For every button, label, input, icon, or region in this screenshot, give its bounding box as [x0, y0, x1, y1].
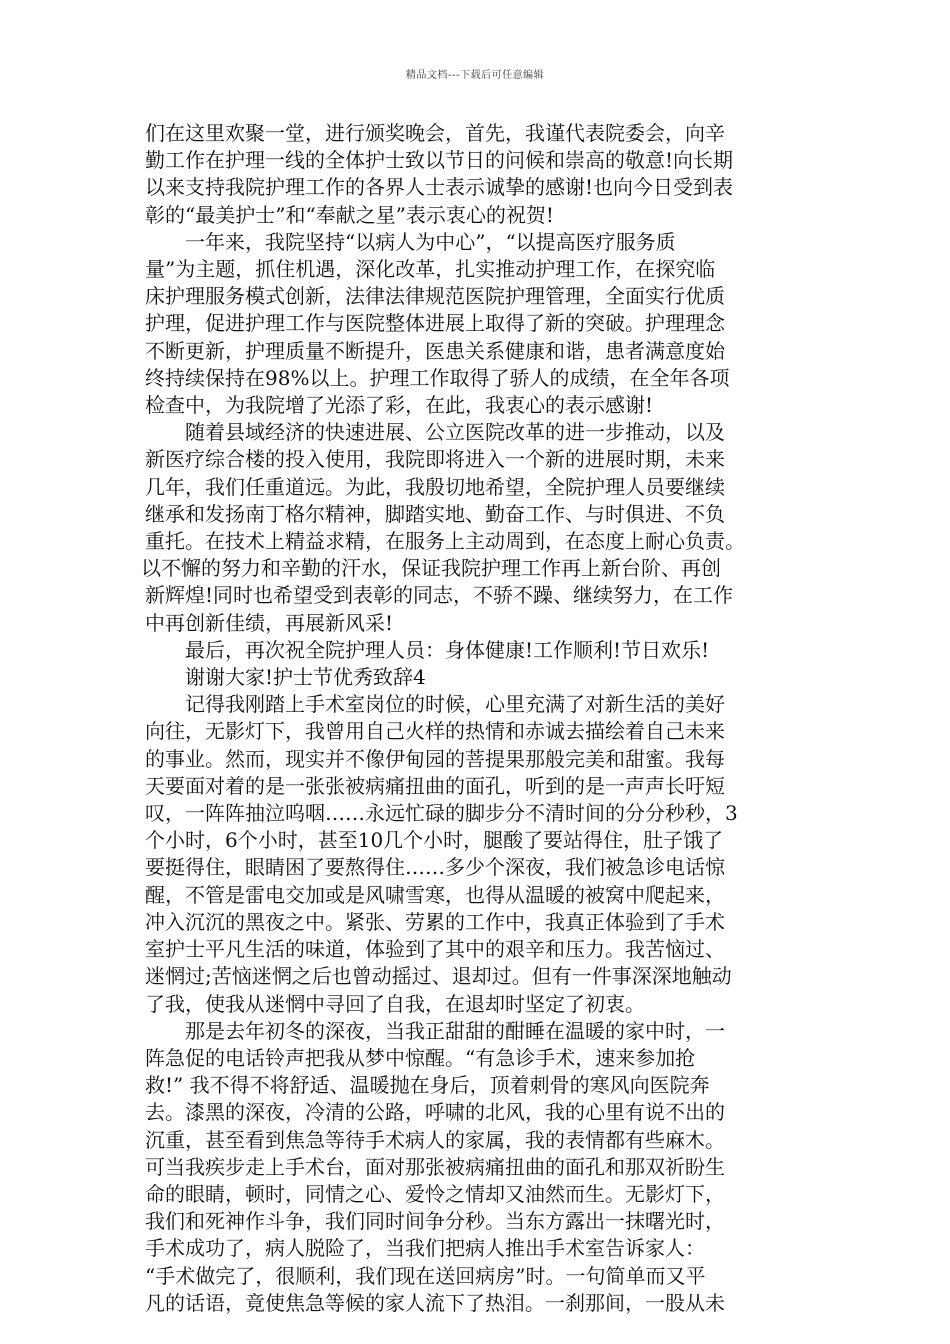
text-line: 新医疗综合楼的投入使用，我院即将进入一个新的进展时期，未来 — [145, 447, 725, 472]
text-line: 几年，我们任重道远。为此，我殷切地希望，全院护理人员要继续 — [145, 474, 725, 499]
text-line: 要挺得住，眼睛困了要熬得住……多少个深夜，我们被急诊电话惊 — [145, 855, 725, 880]
document-body — [141, 120, 821, 1317]
text-line: 天要面对着的是一张张被病痛扭曲的面孔，听到的是一声声长吁短 — [145, 773, 725, 798]
paragraph-start-line: 随着县域经济的快速进展、公立医院改革的进一步推动，以及 — [185, 420, 725, 445]
text-line: 彰的“最美护士”和“奉献之星”表示衷心的祝贺! — [145, 202, 554, 227]
text-line: 不断更新，护理质量不断提升，医患关系健康和谐，患者满意度始 — [145, 338, 725, 363]
text-line: 的事业。然而，现实并不像伊甸园的菩提果那般完美和甜蜜。我每 — [145, 746, 725, 771]
text-line: 量”为主题，抓住机遇，深化改革，扎实推动护理工作，在探究临 — [145, 257, 716, 282]
paragraph-start-line: 那是去年初冬的深夜，当我正甜甜的酣睡在温暖的家中时，一 — [185, 1018, 725, 1043]
text-line: 了我，使我从迷惘中寻回了自我，在退却时坚定了初衷。 — [145, 991, 645, 1016]
text-line: 终持续保持在98%以上。护理工作取得了骄人的成绩，在全年各项 — [145, 365, 730, 390]
text-line: 以不懈的努力和辛勤的汗水，保证我院护理工作再上新台阶、再创 — [141, 556, 721, 581]
text-line: 阵急促的电话铃声把我从梦中惊醒。“有急诊手术，速来参加抢 — [145, 1045, 696, 1070]
text-line: 去。漆黑的深夜，冷清的公路，呼啸的北风，我的心里有说不出的 — [145, 1100, 725, 1125]
text-line: 醒，不管是雷电交加或是风啸雪寒，也得从温暖的被窝中爬起来， — [145, 882, 725, 907]
text-line: 们在这里欢聚一堂，进行颁奖晚会，首先，我谨代表院委会，向辛 — [145, 121, 725, 145]
section-heading: 谢谢大家!护士节优秀致辞4 — [185, 665, 426, 690]
text-line: 检查中，为我院增了光添了彩，在此，我衷心的表示感谢! — [145, 393, 654, 418]
text-line: 继承和发扬南丁格尔精神，脚踏实地、勤奋工作、与时俱进、不负 — [145, 501, 725, 526]
text-line: 个小时，6个小时，甚至10几个小时，腿酸了要站得住，肚子饿了 — [145, 828, 724, 853]
text-line: 勤工作在护理一线的全体护士致以节日的问候和崇高的敬意!向长期 — [145, 148, 734, 173]
text-line: 冲入沉沉的黑夜之中。紧张、劳累的工作中，我真正体验到了手术 — [145, 909, 725, 934]
text-line: 手术成功了，病人脱险了，当我们把病人推出手术室告诉家人： — [145, 1236, 705, 1261]
text-line: 护理，促进护理工作与医院整体进展上取得了新的突破。护理理念 — [145, 311, 725, 336]
paragraph-start-line: 记得我刚踏上手术室岗位的时候，心里充满了对新生活的美好 — [185, 692, 725, 717]
text-line: 重托。在技术上精益求精，在服务上主动周到，在态度上耐心负责。 — [145, 529, 745, 554]
text-line: 床护理服务模式创新，法律法律规范医院护理管理，全面实行优质 — [145, 284, 725, 309]
text-line: 沉重，甚至看到焦急等待手术病人的家属，我的表情都有些麻木。 — [145, 1127, 725, 1152]
paragraph-start-line: 一年来，我院坚持“以病人为中心”，“以提高医疗服务质 — [185, 229, 676, 254]
text-line: 我们和死神作斗争，我们同时间争分秒。当东方露出一抹曙光时， — [145, 1209, 725, 1234]
text-line: 叹，一阵阵抽泣呜咽……永远忙碌的脚步分不清时间的分分秒秒，3 — [145, 801, 738, 826]
text-line: “手术做完了，很顺利，我们现在送回病房”时。一句简单而又平 — [145, 1263, 706, 1288]
text-line: 凡的话语，竟使焦急等候的家人流下了热泪。一刹那间，一股从未 — [145, 1290, 725, 1315]
text-line: 可当我疾步走上手术台，面对那张被病痛扭曲的面孔和那双祈盼生 — [145, 1154, 725, 1179]
text-line: 室护士平凡生活的味道，体验到了其中的艰辛和压力。我苦恼过、 — [145, 937, 725, 962]
text-line: 迷惘过;苦恼迷惘之后也曾动摇过、退却过。但有一件事深深地触动 — [145, 964, 732, 989]
text-line: 中再创新佳绩，再展新风采! — [145, 610, 394, 635]
text-line: 命的眼睛，顿时，同情之心、爱怜之情却又油然而生。无影灯下， — [145, 1181, 725, 1206]
page-header: 精品文档---下载后可任意编辑 — [405, 70, 545, 81]
text-line: 向往，无影灯下，我曾用自己火样的热情和赤诚去描绘着自己未来 — [145, 719, 725, 744]
text-line: 新辉煌!同时也希望受到表彰的同志，不骄不躁、继续努力，在工作 — [145, 583, 734, 608]
text-line: 以来支持我院护理工作的各界人士表示诚挚的感谢!也向今日受到表 — [145, 175, 734, 200]
text-line: 救!” 我不得不将舒适、温暖抛在身后，顶着刺骨的寒风向医院奔 — [145, 1073, 710, 1098]
paragraph-start-line: 最后，再次祝全院护理人员：身体健康!工作顺利!节日欢乐! — [185, 637, 710, 662]
